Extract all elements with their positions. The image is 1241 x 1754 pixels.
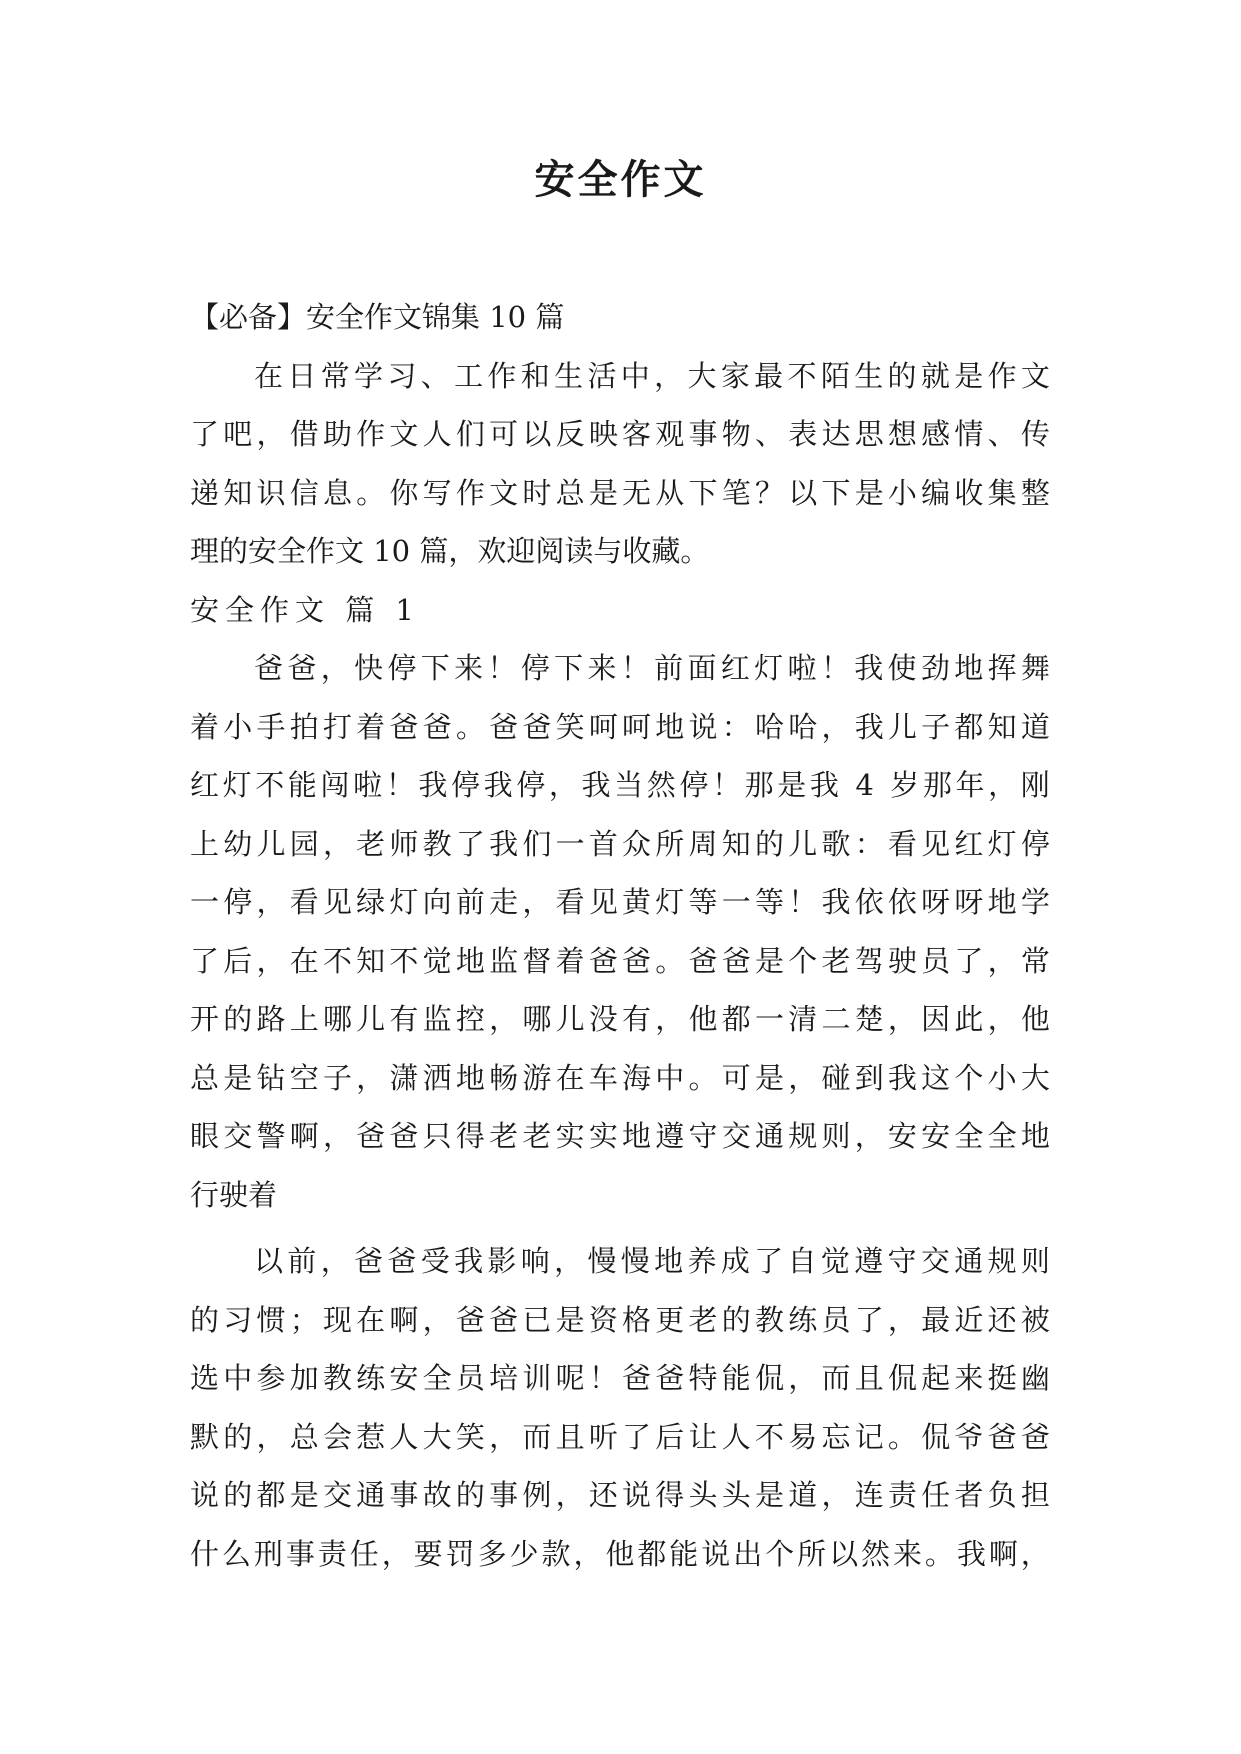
text-line: 说 的 都 是 交 通 事 故 的 事 例 ， 还 说 得 头 头 是 道 ， 连 责 任 者 负 担 — [190, 1478, 1050, 1512]
text-line: 行驶着 — [190, 1177, 278, 1212]
text-line: 开 的 路 上 哪 儿 有 监 控 ， 哪 儿 没 有 ， 他 都 一 清 二 楚 ， 因 此 ， 他 — [190, 1002, 1050, 1036]
text-line: 了 后 ， 在 不 知 不 觉 地 监 督 着 爸 爸 。 爸 爸 是 个 老 驾 驶 员 了 ， 常 — [190, 943, 1050, 978]
text-line: 默 的 ， 总 会 惹 人 大 笑 ， 而 且 听 了 后 让 人 不 易 忘 记 。 侃 爷 爸 爸 — [190, 1419, 1050, 1454]
document-subtitle: 【必备】安全作文锦集 10 篇 — [190, 300, 565, 334]
text-line: 什 么 刑 事 责 任 ， 要 罚 多 少 款 ， 他 都 能 说 出 个 所 以 然 来 。 我 啊 ， — [190, 1536, 1050, 1571]
text-line: 红 灯 不 能 闯 啦 ！ 我 停 我 停 ， 我 当 然 停 ！ 那 是 我 4 岁 那 年 ， 刚 — [190, 768, 1050, 802]
section-heading: 安全作文 篇 1 — [190, 592, 420, 627]
text-line: 着 小 手 拍 打 着 爸 爸 。 爸 爸 笑 呵 呵 地 说 ： 哈 哈 ， 我 儿 子 都 知 道 — [190, 709, 1050, 744]
text-line: 以 前 ， 爸 爸 受 我 影 响 ， 慢 慢 地 养 成 了 自 觉 遵 守 交 通 规 则 — [254, 1244, 1050, 1278]
intro-paragraph — [190, 347, 1050, 581]
text-line: 递 知 识 信 息 。 你 写 作 文 时 总 是 无 从 下 笔 ？ 以 下 是 小 编 收 集 整 — [190, 475, 1050, 510]
text-line: 眼 交 警 啊 ， 爸 爸 只 得 老 老 实 实 地 遵 守 交 通 规 则 ， 安 安 全 全 地 — [190, 1119, 1050, 1153]
text-line: 总 是 钻 空 子 ， 潇 洒 地 畅 游 在 车 海 中 。 可 是 ， 碰 到 我 这 个 小 大 — [190, 1060, 1050, 1095]
text-line: 一 停 ， 看 见 绿 灯 向 前 走 ， 看 见 黄 灯 等 一 等 ！ 我 依 依 呀 呀 地 学 — [190, 885, 1050, 919]
paragraph-2 — [190, 1232, 1050, 1583]
document-title: 安全作文 — [534, 157, 707, 203]
text-line: 了 吧 ， 借 助 作 文 人 们 可 以 反 映 客 观 事 物 、 表 达 思 想 感 情 、 传 — [190, 417, 1050, 451]
text-line: 上 幼 儿 园 ， 老 师 教 了 我 们 一 首 众 所 周 知 的 儿 歌 ： 看 见 红 灯 停 — [190, 826, 1050, 861]
document-body — [190, 288, 1050, 1583]
text-line: 的 习 惯 ； 现 在 啊 ， 爸 爸 已 是 资 格 更 老 的 教 练 员 了 ， 最 近 还 被 — [190, 1302, 1050, 1337]
text-line: 选 中 参 加 教 练 安 全 员 培 训 呢 ！ 爸 爸 特 能 侃 ， 而 且 侃 起 来 挺 幽 — [190, 1361, 1050, 1395]
text-line: 在 日 常 学 习 、 工 作 和 生 活 中 ， 大 家 最 不 陌 生 的 就 是 作 文 — [254, 358, 1050, 393]
paragraph-1 — [190, 639, 1050, 1224]
text-line: 爸 爸 ， 快 停 下 来 ！ 停 下 来 ！ 前 面 红 灯 啦 ！ 我 使 劲 地 挥 舞 — [254, 651, 1050, 685]
text-line: 理的安全作文 10 篇，欢迎阅读与收藏。 — [190, 534, 710, 568]
